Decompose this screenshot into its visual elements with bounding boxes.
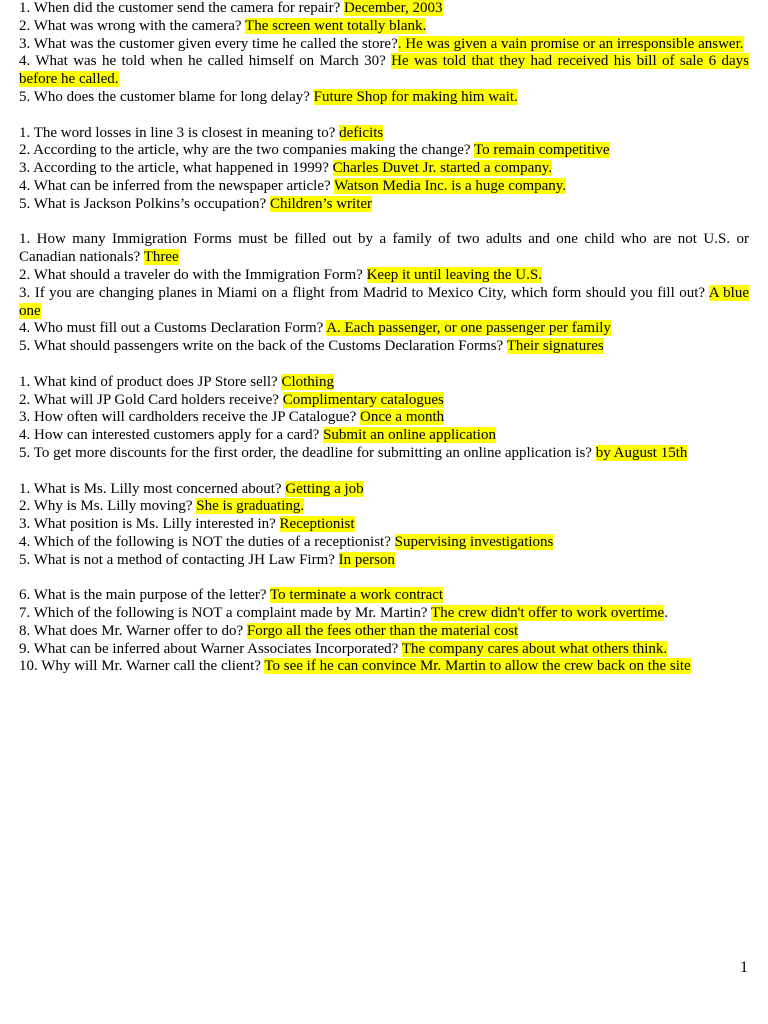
question-item [19,142,749,160]
question-text: 3. How often will cardholders receive the JP Catalogue? [19,409,361,426]
question-item [19,320,749,338]
question-text: 3. What position is Ms. Lilly interested in? [19,516,280,533]
answer-highlight: A. Each passenger, or one passenger per family [326,320,611,337]
answer-highlight: December, 2003 [344,0,443,16]
answer-tail-punctuation: . [664,605,668,622]
answer-highlight: Complimentary catalogues [282,391,444,408]
question-text: 4. What was he told when he called himself on March 30? [19,53,392,70]
question-item [19,445,749,463]
answer-highlight: Clothing [281,373,334,390]
question-item [19,267,749,285]
question-text: 2. What will JP Gold Card holders receive? [19,391,283,408]
question-text: 4. What can be inferred from the newspaper article? [19,177,335,194]
question-item [19,36,749,54]
answer-highlight: In person [338,551,395,568]
question-text: 5. Who does the customer blame for long delay? [19,88,314,105]
question-text: 3. What was the customer given every time he called the store? [19,35,398,52]
question-item [19,374,749,392]
section-newspaper-article [19,125,749,214]
question-text: 1. The word losses in line 3 is closest in meaning to? [19,124,340,141]
answer-highlight: Forgo all the fees other than the material cost [246,622,519,639]
question-text: 2. According to the article, why are the two companies making the change? [19,142,474,159]
answer-highlight: Keep it until leaving the U.S. [366,266,542,283]
question-item [19,89,749,107]
question-text: 8. What does Mr. Warner offer to do? [19,622,247,639]
question-item [19,196,749,214]
question-text: 1. What kind of product does JP Store sell? [19,373,282,390]
question-item [19,552,749,570]
question-item [19,534,749,552]
question-text: 2. Why is Ms. Lilly moving? [19,498,197,515]
answer-highlight: Watson Media Inc. is a huge company. [334,177,567,194]
answer-highlight: . He was given a vain promise or an irresponsible answer. [397,35,744,52]
section-jp-store [19,374,749,463]
question-text: 3. If you are changing planes in Miami on a flight from Madrid to Mexico City, which form should you fill out? [19,284,709,301]
answer-highlight: Future Shop for making him wait. [313,88,518,105]
question-item [19,516,749,534]
question-item [19,338,749,356]
question-item [19,18,749,36]
question-item [19,178,749,196]
question-item [19,587,749,605]
question-item [19,0,749,18]
question-item [19,641,749,659]
question-text: 3. According to the article, what happened in 1999? [19,160,333,177]
question-item [19,623,749,641]
answer-highlight: Receptionist [279,516,355,533]
question-item [19,53,749,89]
question-item [19,392,749,410]
question-text: 10. Why will Mr. Warner call the client? [19,658,265,675]
section-ms-lilly [19,481,749,570]
question-text: 9. What can be inferred about Warner Associates Incorporated? [19,640,402,657]
question-text: 5. What is Jackson Polkins’s occupation? [19,195,270,212]
answer-highlight: To terminate a work contract [270,587,444,604]
question-item [19,498,749,516]
question-item [19,658,749,676]
question-text: 4. Which of the following is NOT the duties of a receptionist? [19,533,395,550]
question-text: 5. What should passengers write on the back of the Customs Declaration Forms? [19,338,507,355]
question-item [19,231,749,267]
question-text: 1. How many Immigration Forms must be filled out by a family of two adults and one child who are not U.S. or Canadian nationals? [19,231,749,266]
question-text: 2. What should a traveler do with the Immigration Form? [19,266,367,283]
document-page [19,0,749,694]
answer-highlight: The company cares about what others think. [401,640,668,657]
answer-highlight: To see if he can convince Mr. Martin to allow the crew back on the site [264,658,691,675]
answer-highlight: deficits [339,124,384,141]
answer-highlight: Children’s writer [269,195,373,212]
question-item [19,605,749,623]
question-item [19,160,749,178]
answer-highlight: Getting a job [285,480,364,497]
answer-highlight: Their signatures [506,338,604,355]
answer-highlight: The crew didn't offer to work overtime [431,605,665,622]
answer-highlight: The screen went totally blank. [245,17,427,34]
answer-highlight: Supervising investigations [394,533,554,550]
answer-highlight: To remain competitive [474,142,610,159]
question-item [19,125,749,143]
answer-highlight: He was told that they had received his bill of sale 6 days before he called. [19,53,749,88]
question-item [19,427,749,445]
answer-highlight: Three [143,249,179,266]
question-text: 1. What is Ms. Lilly most concerned about? [19,480,286,497]
question-text: 5. To get more discounts for the first order, the deadline for submitting an online application is? [19,444,596,461]
question-text: 1. When did the customer send the camera for repair? [19,0,345,16]
question-text: 2. What was wrong with the camera? [19,17,246,34]
question-text: 4. How can interested customers apply for a card? [19,427,324,444]
answer-highlight: Submit an online application [323,427,496,444]
answer-highlight: by August 15th [595,444,688,461]
question-item [19,481,749,499]
answer-highlight: Once a month [360,409,445,426]
question-text: 4. Who must fill out a Customs Declaration Form? [19,320,327,337]
answer-highlight: She is graduating. [196,498,305,515]
page-number: 1 [740,959,748,976]
answer-highlight: A blue one [19,284,749,319]
section-immigration-forms [19,231,749,356]
question-text: 5. What is not a method of contacting JH Law Firm? [19,551,339,568]
question-text: 6. What is the main purpose of the letter? [19,587,271,604]
question-text: 7. Which of the following is NOT a complaint made by Mr. Martin? [19,605,432,622]
question-item [19,285,749,321]
answer-highlight: Charles Duvet Jr. started a company. [332,160,553,177]
section-camera-repair [19,0,749,107]
question-item [19,409,749,427]
section-warner-letter [19,587,749,676]
